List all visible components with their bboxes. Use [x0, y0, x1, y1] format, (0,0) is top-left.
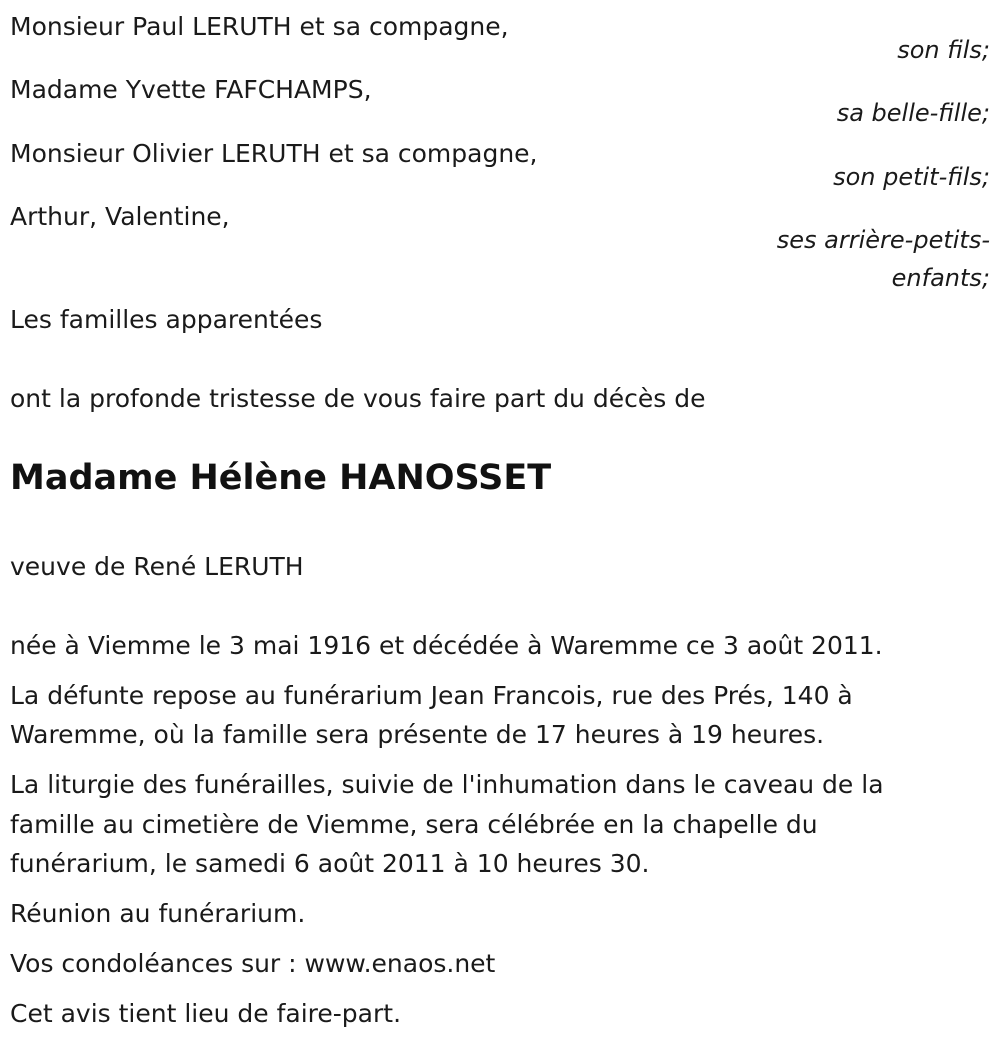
- family-member-name: Arthur, Valentine,: [10, 202, 230, 231]
- family-member-role: sa belle-fille;: [836, 99, 990, 127]
- widow-of-line: veuve de René LERUTH: [10, 552, 304, 581]
- notice-line: Cet avis tient lieu de faire-part.: [10, 999, 402, 1028]
- family-member-role-continued: enfants;: [891, 264, 990, 292]
- announcement-line: ont la profonde tristesse de vous faire part du décès de: [10, 384, 706, 413]
- reunion-line: Réunion au funérarium.: [10, 899, 306, 928]
- family-member-name: Monsieur Paul LERUTH et sa compagne,: [10, 12, 509, 41]
- relatives-line: Les familles apparentées: [10, 305, 323, 334]
- family-member-name: Madame Yvette FAFCHAMPS,: [10, 75, 372, 104]
- liturgy-line: La liturgie des funérailles, suivie de l'inhumation dans le caveau de la: [10, 770, 884, 799]
- repose-line: La défunte repose au funérarium Jean Francois, rue des Prés, 140 à: [10, 681, 853, 710]
- birth-death-line: née à Viemme le 3 mai 1916 et décédée à Waremme ce 3 août 2011.: [10, 631, 883, 660]
- family-member-name: Monsieur Olivier LERUTH et sa compagne,: [10, 139, 538, 168]
- family-member-role: ses arrière-petits-: [776, 226, 990, 254]
- condolences-line: Vos condoléances sur : www.enaos.net: [10, 949, 496, 978]
- liturgy-line: funérarium, le samedi 6 août 2011 à 10 heures 30.: [10, 849, 650, 878]
- family-member-role: son fils;: [897, 36, 990, 64]
- repose-line: Waremme, où la famille sera présente de 17 heures à 19 heures.: [10, 720, 825, 749]
- family-member-role: son petit-fils;: [833, 163, 990, 191]
- liturgy-line: famille au cimetière de Viemme, sera célébrée en la chapelle du: [10, 810, 818, 839]
- deceased-name: Madame Hélène HANOSSET: [10, 458, 552, 498]
